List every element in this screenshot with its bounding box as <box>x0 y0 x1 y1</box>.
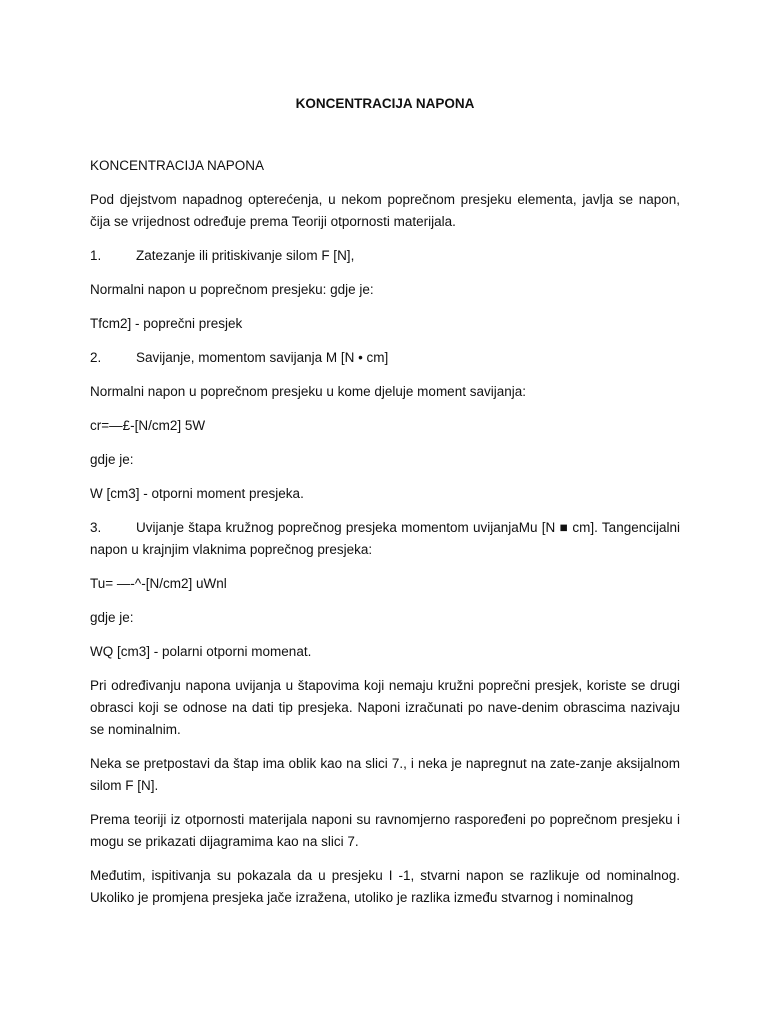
paragraph-theory: Prema teoriji iz otpornosti materijala naponi su ravnomjerno raspoređeni po poprečnom presjeku i mogu se prikazati dijagramima kao na slici 7. <box>90 812 680 849</box>
formula-bending: cr=—£-[N/cm2] 5W <box>90 418 206 433</box>
item-number: 1. <box>90 248 102 263</box>
item-text: Savijanje, momentom savijanja M [N • cm] <box>136 350 389 365</box>
numbered-item-2 <box>90 347 680 369</box>
paragraph-cross-section: Tfcm2] - poprečni presjek <box>90 316 243 331</box>
paragraph-polar-modulus: WQ [cm3] - polarni otporni momenat. <box>90 644 312 659</box>
page-title: KONCENTRACIJA NAPONA <box>295 96 475 111</box>
paragraph-where: gdje je: <box>90 452 134 467</box>
numbered-item-1 <box>90 245 680 267</box>
item-number: 2. <box>90 350 102 365</box>
paragraph-normal-stress: Normalni napon u poprečnom presjeku: gdje je: <box>90 282 374 297</box>
paragraph-intro: Pod djejstvom napadnog opterećenja, u nekom poprečnom presjeku elementa, javlja se napon, čija se vrijednost određuje prema Teoriji otpornosti materijala. <box>90 192 680 229</box>
paragraph-where-2: gdje je: <box>90 610 134 625</box>
numbered-item-3 <box>90 517 680 561</box>
paragraph-however: Međutim, ispitivanja su pokazala da u presjeku I -1, stvarni napon se razlikuje od nominalnog. Ukoliko je promjena presjeka jače izražena, utoliko je razlika između stvarnog i nominalnog <box>90 868 680 905</box>
section-heading: KONCENTRACIJA NAPONA <box>90 158 265 173</box>
item-text: Zatezanje ili pritiskivanje silom F [N], <box>136 248 355 263</box>
document-body <box>90 93 680 921</box>
paragraph-torsion-noncircular: Pri određivanju napona uvijanja u štapovima koji nemaju kružni poprečni presjek, koriste se drugi obrasci koji se odnose na dati tip presjeka. Naponi izračunati po nave-denim obrascima nazivaju se nominalnim. <box>90 678 680 737</box>
paragraph-rod-shape: Neka se pretpostavi da štap ima oblik kao na slici 7., i neka je napregnut na zate-zanje aksijalnom silom F [N]. <box>90 756 680 793</box>
item-number: 3. <box>90 520 102 535</box>
item-text: Uvijanje štapa kružnog poprečnog presjeka momentom uvijanjaMu [N ■ cm]. Tangencijalni napon u krajnjim vlaknima poprečnog presjeka: <box>90 520 680 557</box>
paragraph-section-modulus: W [cm3] - otporni moment presjeka. <box>90 486 304 501</box>
formula-torsion: Tu= —-^-[N/cm2] uWnl <box>90 576 227 591</box>
paragraph-bending-stress: Normalni napon u poprečnom presjeku u kome djeluje moment savijanja: <box>90 384 526 399</box>
